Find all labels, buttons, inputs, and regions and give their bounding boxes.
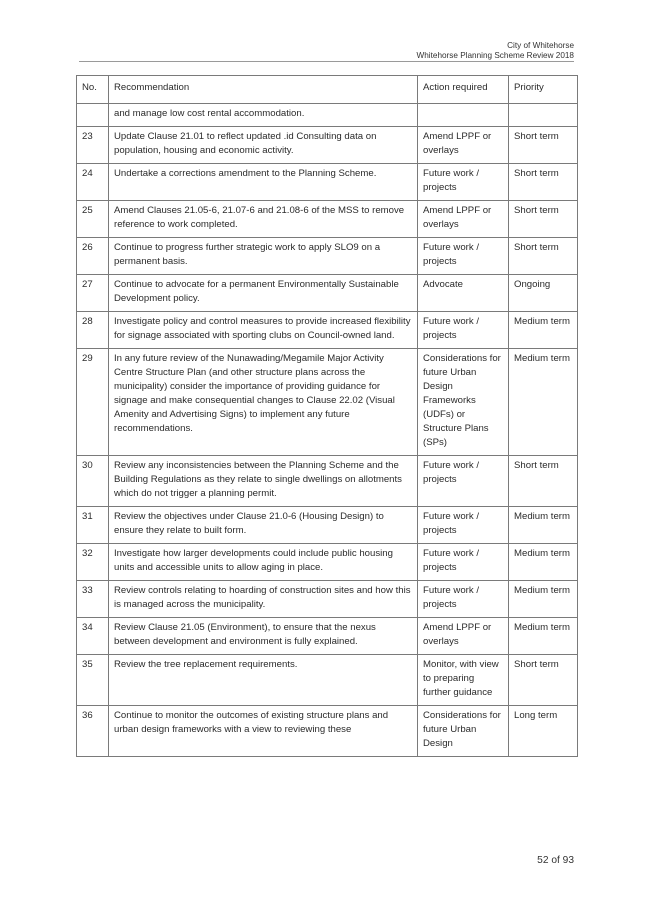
cell-recommendation: Review the tree replacement requirements. <box>109 655 418 706</box>
cell-priority: Short term <box>509 238 578 275</box>
cell-no: 34 <box>77 618 109 655</box>
cell-recommendation: Review the objectives under Clause 21.0-6 (Housing Design) to ensure they relate to built form. <box>109 507 418 544</box>
cell-recommendation: Review controls relating to hoarding of construction sites and how this is managed across the municipality. <box>109 581 418 618</box>
header-divider <box>79 61 574 62</box>
cell-priority: Ongoing <box>509 275 578 312</box>
table-row <box>77 275 578 312</box>
table-row <box>77 164 578 201</box>
cell-priority: Medium term <box>509 349 578 456</box>
cell-action: Future work / projects <box>418 507 509 544</box>
cell-priority: Short term <box>509 456 578 507</box>
cell-action: Monitor, with view to preparing further guidance <box>418 655 509 706</box>
cell-action: Future work / projects <box>418 581 509 618</box>
cell-priority: Short term <box>509 201 578 238</box>
cell-no: 30 <box>77 456 109 507</box>
cell-priority: Long term <box>509 706 578 757</box>
column-header-recommendation: Recommendation <box>109 76 418 104</box>
cell-action: Advocate <box>418 275 509 312</box>
cell-action: Future work / projects <box>418 544 509 581</box>
cell-recommendation: In any future review of the Nunawading/Megamile Major Activity Centre Structure Plan (and other structure plans across the municipality) consider the importance of providing guidance for signage and make consequential changes to Clause 22.02 (Visual Amenity and Advertising Signs) to implement any future recommendations. <box>109 349 418 456</box>
header-org: City of Whitehorse <box>507 41 574 50</box>
cell-no: 27 <box>77 275 109 312</box>
cell-priority: Short term <box>509 127 578 164</box>
cell-priority: Medium term <box>509 312 578 349</box>
cell-priority <box>509 104 578 127</box>
table-header-row <box>77 76 578 104</box>
cell-priority: Medium term <box>509 544 578 581</box>
cell-action: Amend LPPF or overlays <box>418 127 509 164</box>
table-row <box>77 201 578 238</box>
table-row <box>77 127 578 164</box>
table-row <box>77 618 578 655</box>
column-header-action-required: Action required <box>418 76 509 104</box>
table-row <box>77 507 578 544</box>
cell-no: 29 <box>77 349 109 456</box>
recommendations-table <box>76 75 578 757</box>
table-row-continuation <box>77 104 578 127</box>
cell-recommendation: Continue to advocate for a permanent Environmentally Sustainable Development policy. <box>109 275 418 312</box>
cell-no: 24 <box>77 164 109 201</box>
cell-no: 23 <box>77 127 109 164</box>
cell-recommendation: Amend Clauses 21.05-6, 21.07-6 and 21.08-6 of the MSS to remove reference to work completed. <box>109 201 418 238</box>
cell-recommendation: Continue to progress further strategic work to apply SLO9 on a permanent basis. <box>109 238 418 275</box>
cell-no: 28 <box>77 312 109 349</box>
cell-priority: Medium term <box>509 618 578 655</box>
table-row <box>77 456 578 507</box>
cell-recommendation: and manage low cost rental accommodation. <box>109 104 418 127</box>
cell-action: Amend LPPF or overlays <box>418 618 509 655</box>
cell-no: 31 <box>77 507 109 544</box>
cell-recommendation: Update Clause 21.01 to reflect updated .id Consulting data on population, housing and economic activity. <box>109 127 418 164</box>
cell-action: Considerations for future Urban Design <box>418 706 509 757</box>
cell-recommendation: Undertake a corrections amendment to the Planning Scheme. <box>109 164 418 201</box>
cell-priority: Short term <box>509 655 578 706</box>
cell-recommendation: Continue to monitor the outcomes of existing structure plans and urban design frameworks with a view to reviewing these <box>109 706 418 757</box>
cell-no: 36 <box>77 706 109 757</box>
cell-no: 32 <box>77 544 109 581</box>
table-row <box>77 544 578 581</box>
cell-priority: Medium term <box>509 581 578 618</box>
cell-no: 35 <box>77 655 109 706</box>
cell-no <box>77 104 109 127</box>
table-row <box>77 312 578 349</box>
header-doc-title: Whitehorse Planning Scheme Review 2018 <box>416 51 574 60</box>
cell-recommendation: Investigate policy and control measures to provide increased flexibility for signage associated with sporting clubs on Council-owned land. <box>109 312 418 349</box>
table-row <box>77 706 578 757</box>
table-row <box>77 581 578 618</box>
cell-priority: Medium term <box>509 507 578 544</box>
cell-no: 25 <box>77 201 109 238</box>
table-row <box>77 655 578 706</box>
cell-action: Future work / projects <box>418 456 509 507</box>
page-header <box>417 41 574 61</box>
page-number: 52 of 93 <box>537 855 574 866</box>
cell-priority: Short term <box>509 164 578 201</box>
column-header-no: No. <box>77 76 109 104</box>
cell-action: Future work / projects <box>418 164 509 201</box>
cell-no: 33 <box>77 581 109 618</box>
table-row <box>77 349 578 456</box>
cell-action: Future work / projects <box>418 312 509 349</box>
cell-action: Amend LPPF or overlays <box>418 201 509 238</box>
column-header-priority: Priority <box>509 76 578 104</box>
cell-recommendation: Review any inconsistencies between the Planning Scheme and the Building Regulations as they relate to single dwellings on allotments which do not trigger a planning permit. <box>109 456 418 507</box>
cell-action <box>418 104 509 127</box>
cell-action: Future work / projects <box>418 238 509 275</box>
cell-no: 26 <box>77 238 109 275</box>
table-row <box>77 238 578 275</box>
cell-recommendation: Investigate how larger developments could include public housing units and accessible units to allow aging in place. <box>109 544 418 581</box>
cell-recommendation: Review Clause 21.05 (Environment), to ensure that the nexus between development and environment is fully explained. <box>109 618 418 655</box>
cell-action: Considerations for future Urban Design Frameworks (UDFs) or Structure Plans (SPs) <box>418 349 509 456</box>
